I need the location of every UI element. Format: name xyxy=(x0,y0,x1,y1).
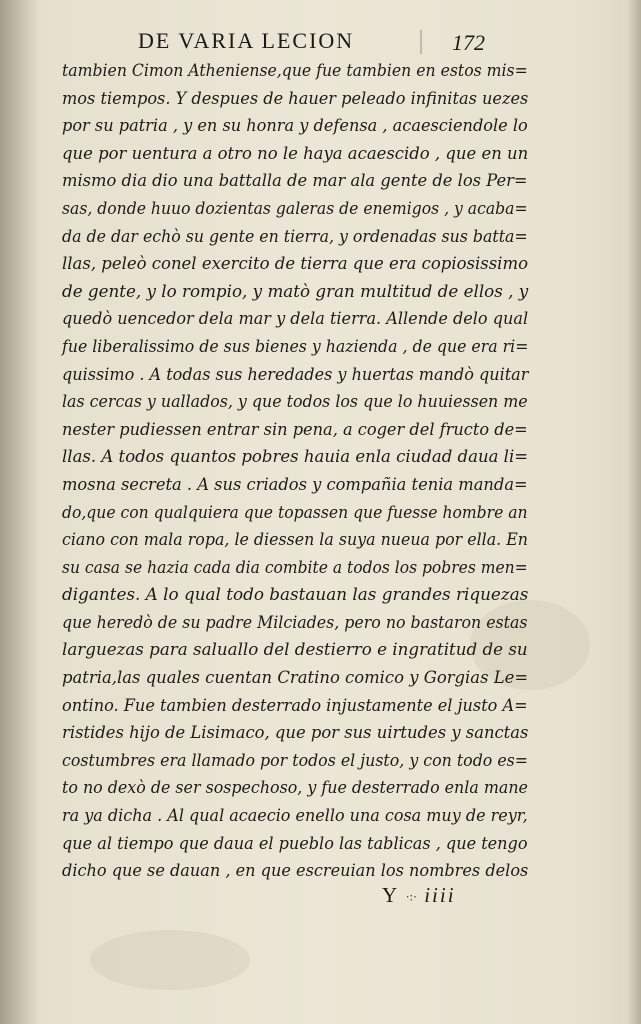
text-line: da de dar echò su gente en tierra, y ordenadas sus batta= xyxy=(62,226,528,247)
signature-letter: Y xyxy=(382,883,399,907)
text-line: quissimo . A todas sus heredades y huertas mandò quitar xyxy=(62,364,529,385)
text-line: mismo dia dio una battalla de mar ala gente de los Per= xyxy=(62,171,528,192)
text-line: su casa se hazia cada dia combite a todos los pobres men= xyxy=(62,557,528,578)
gutter-shadow xyxy=(0,0,38,1024)
signature-mark xyxy=(382,883,456,908)
text-line: ciano con mala ropa, le diessen la suya nueua por ella. En xyxy=(62,530,528,551)
text-line: tambien Cimon Atheniense,que fue tambien en estos mis= xyxy=(62,61,528,81)
text-line: nester pudiessen entrar sin pena, a coger del fructo de= xyxy=(62,419,528,440)
text-line: que al tiempo que daua el pueblo las tablicas , que tengo xyxy=(62,833,528,854)
text-line: sas, donde huuo dozientas galeras de enemigos , y acaba= xyxy=(62,198,528,219)
text-line: ra ya dicha . Al qual acaecio enello una cosa muy de reyr, xyxy=(62,806,528,827)
body-text xyxy=(62,58,528,886)
show-through-mark xyxy=(420,30,438,54)
page-edge-shadow xyxy=(627,0,641,1024)
running-title: DE VARIA LECION xyxy=(138,28,355,53)
text-line: costumbres era llamado por todos el justo, y con todo es= xyxy=(62,750,529,771)
page-number: 172 xyxy=(452,30,485,55)
text-line: do,que con qualquiera que topassen que fuesse hombre an xyxy=(62,502,528,523)
text-line: larguezas para saluallo del destierro e ingratitud de su xyxy=(62,640,528,661)
text-line: dicho que se dauan , en que escreuian los nombres delos xyxy=(62,861,529,882)
signature-numeral: iiii xyxy=(424,883,456,907)
text-line: fue liberalissimo de sus bienes y hazienda , de que era ri= xyxy=(62,336,529,357)
text-line: que heredò de su padre Milciades, pero no bastaron estas xyxy=(62,612,528,633)
text-line: ristides hijo de Lisimaco, que por sus uirtudes y sanctas xyxy=(62,723,529,744)
text-line: mos tiempos. Y despues de hauer peleado infinitas uezes xyxy=(62,88,529,109)
text-line: digantes. A lo qual todo bastauan las grandes riquezas xyxy=(62,585,529,606)
text-line: patria,las quales cuentan Cratino comico y Gorgias Le= xyxy=(62,668,529,689)
text-line: to no dexò de ser sospechoso, y fue desterrado enla mane xyxy=(62,778,528,799)
text-line: las cercas y uallados, y que todos los que lo huuiessen me xyxy=(62,392,528,413)
signature-dots: ·:· xyxy=(405,889,417,904)
text-line: por su patria , y en su honra y defensa , acaesciendole lo xyxy=(62,116,528,137)
text-line: llas. A todos quantos pobres hauia enla ciudad daua li= xyxy=(62,447,529,468)
text-line: ontino. Fue tambien desterrado injustamente el justo A= xyxy=(62,695,528,716)
text-line: quedò uencedor dela mar y dela tierra. Allende delo qual xyxy=(62,309,529,330)
text-line: mosna secreta . A sus criados y compañia tenia manda= xyxy=(62,474,528,495)
text-line: llas, peleò conel exercito de tierra que era copiosissimo xyxy=(62,254,528,275)
paper-stain xyxy=(90,930,250,990)
text-line: que por uentura a otro no le haya acaescido , que en un xyxy=(62,143,529,164)
text-line: de gente, y lo rompio, y matò gran multitud de ellos , y xyxy=(62,281,529,302)
